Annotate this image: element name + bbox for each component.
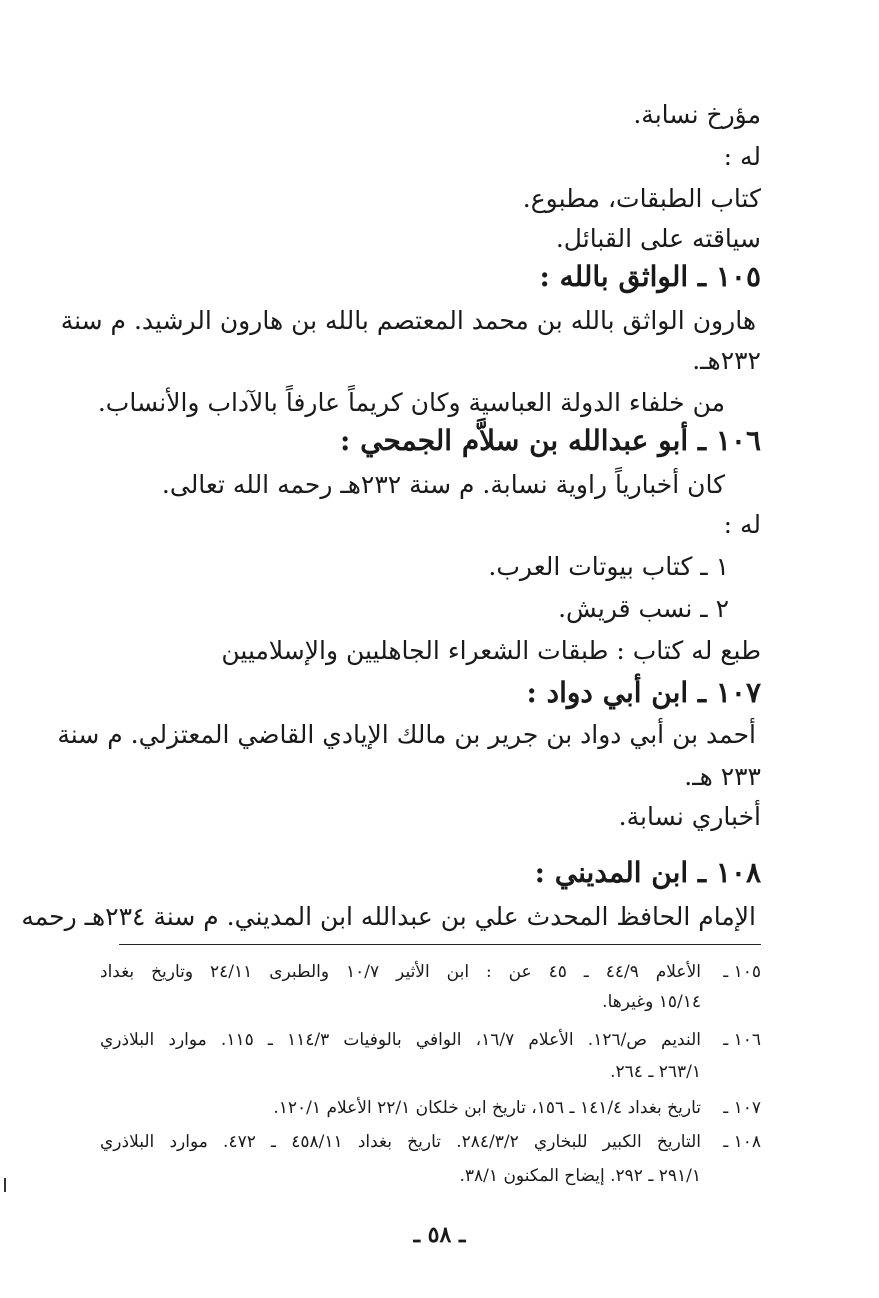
footnote-text: تاريخ بغداد ١٤١/٤ ـ ١٥٦، تاريخ ابن خلكان ٢٢/١ الأعلام ١٢٠/١. bbox=[273, 1098, 701, 1118]
page-number: ـ ٥٨ ـ bbox=[413, 1222, 466, 1248]
body-line: الإمام الحافظ المحدث علي بن عبدالله ابن المديني. م سنة ٢٣٤هـ رحمه bbox=[21, 902, 756, 931]
footnote-number: ١٠٨ ـ bbox=[723, 1132, 761, 1152]
list-item: ٢ ـ نسب قريش. bbox=[558, 594, 729, 623]
list-item: ١ ـ كتاب بيوتات العرب. bbox=[488, 552, 729, 581]
body-line: كان أخبارياً راوية نسابة. م سنة ٢٣٢هـ رحمه الله تعالى. bbox=[161, 470, 725, 499]
body-line: مؤرخ نسابة. bbox=[633, 100, 761, 129]
body-line: ٢٣٢هـ. bbox=[692, 346, 761, 375]
footnote-number: ١٠٦ ـ bbox=[723, 1030, 761, 1050]
entry-heading: ١٠٦ ـ أبو عبدالله بن سلاَّم الجمحي : bbox=[340, 424, 761, 457]
footnote-text: ٢٦٣/١ ـ ٢٦٤. bbox=[610, 1062, 701, 1082]
body-line: سياقته على القبائل. bbox=[555, 224, 761, 253]
body-line: له : bbox=[723, 510, 761, 539]
body-line: من خلفاء الدولة العباسية وكان كريماً عارفاً بالآداب والأنساب. bbox=[97, 388, 725, 417]
entry-heading: ١٠٥ ـ الواثق بالله : bbox=[539, 260, 761, 293]
footnote-text: ٢٩١/١ ـ ٢٩٢. إيضاح المكنون ٣٨/١. bbox=[459, 1166, 701, 1186]
body-line: كتاب الطبقات، مطبوع. bbox=[522, 184, 761, 213]
body-line: ٢٣٣ هـ. bbox=[684, 762, 761, 791]
footnote-number: ١٠٥ ـ bbox=[723, 962, 761, 982]
scan-edge-mark bbox=[4, 1178, 6, 1192]
body-line: أخباري نسابة. bbox=[618, 802, 761, 831]
footnote-text: الأعلام ٤٤/٩ ـ ٤٥ عن : ابن الأثير ١٠/٧ والطبرى ٢٤/١١ وتاريخ بغداد bbox=[100, 962, 701, 982]
footnote-text: ١٥/١٤ وغيرها. bbox=[602, 992, 701, 1012]
body-line: له : bbox=[723, 142, 761, 171]
footnote-number: ١٠٧ ـ bbox=[723, 1098, 761, 1118]
footnote-text: التاريخ الكبير للبخاري ٢٨٤/٣/٢. تاريخ بغداد ٤٥٨/١١ ـ ٤٧٢. موارد البلاذري bbox=[100, 1132, 701, 1152]
entry-heading: ١٠٨ ـ ابن المديني : bbox=[534, 856, 761, 889]
footnote-separator bbox=[119, 944, 761, 945]
body-line: طبع له كتاب : طبقات الشعراء الجاهليين والإسلاميين bbox=[221, 636, 761, 665]
body-line: أحمد بن أبي دواد بن جرير بن مالك الإيادي القاضي المعتزلي. م سنة bbox=[57, 720, 756, 749]
entry-heading: ١٠٧ ـ ابن أبي دواد : bbox=[526, 676, 761, 709]
body-line: هارون الواثق بالله بن محمد المعتصم بالله بن هارون الرشيد. م سنة bbox=[60, 306, 756, 335]
footnote-text: النديم ص/١٢٦. الأعلام ١٦/٧، الوافي بالوفيات ١١٤/٣ ـ ١١٥. موارد البلاذري bbox=[100, 1030, 702, 1050]
